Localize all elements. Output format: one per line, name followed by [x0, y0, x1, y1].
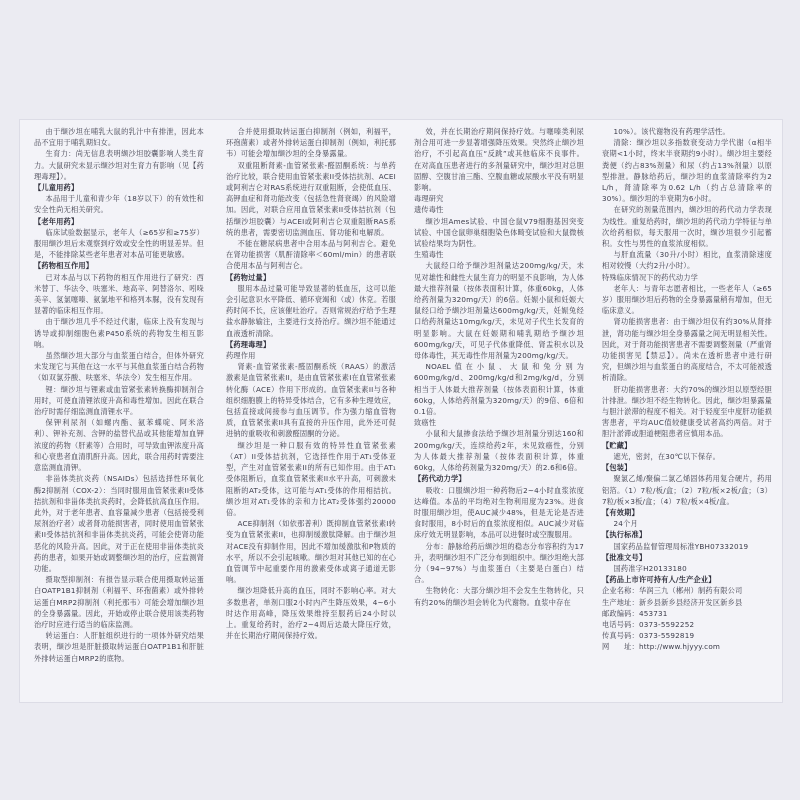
- paragraph: 服用本品过量可能导致显著的低血压，这可以能会引起意识水平降低、循环衰竭和（或）休克。若服药时间不长，应该催吐治疗。否则常规治疗给予生理盐水静脉输注，主要进行支持治疗。缬沙坦不能通过血液透析清除。: [226, 283, 396, 338]
- section-heading: 【儿童用药】: [34, 183, 79, 193]
- paragraph: 特殊临床情况下的药代动力学: [602, 272, 699, 282]
- text-column-2: [226, 126, 396, 698]
- paragraph: 致癌性: [414, 418, 437, 428]
- paragraph: 虽然缬沙坦大部分与血浆蛋白结合，但体外研究未发现它与其他在这一水平与其他血浆蛋白结合药物（如双氯芬酸、呋塞米、华法令）发生相互作用。: [34, 351, 204, 383]
- paragraph: 摄取型抑制剂：有报告显示联合使用摄取转运蛋白OATP1B1抑制剂（利福平、环孢菌素）或外排转运蛋白MRP2抑制剂（利托那韦）可能会增加缬沙坦的全身暴露量。因此，开始或停止联合使用该类药物治疗时应进行适当的临床监测。: [34, 575, 204, 629]
- paragraph: 不能在糖尿病患者中合用本品与阿利吉仑。避免在肾功能损害（肌酐清除率＜60ml/min）的患者联合使用本品与阿利吉仑。: [226, 239, 396, 271]
- paragraph: 肾功能损害患者：由于缬沙坦仅有约30%从肾排泄，肾功能与缬沙坦全身暴露量之间无明显相关性。因此，对于肾功能损害患者不需要调整剂量（严重肾功能损害见【禁忌】）。尚未在透析患者中进行研究，但缬沙坦与血浆蛋白的高度结合，不太可能被透析清除。: [602, 317, 772, 383]
- section-heading: 【药理毒理】: [226, 339, 271, 349]
- paragraph: 网 址：http://www.hjyyy.com: [602, 642, 721, 652]
- paragraph: 由于缬沙坦几乎不经过代谢，临床上没有发现与诱导或抑制细胞色素P450系统的药物发生相互影响。: [34, 317, 204, 349]
- section-heading: 【药物相互作用】: [34, 261, 94, 271]
- section-heading: 【执行标准】: [602, 530, 647, 540]
- paragraph: 与肝血流量（30升/小时）相比，血浆清除速度相对较慢（大约2升/小时）。: [602, 250, 772, 271]
- paragraph: 遗传毒性: [414, 205, 444, 215]
- paragraph: 遮光，密封，在30℃以下保存。: [613, 451, 720, 461]
- paragraph: 大鼠经口给予缬沙坦剂量达200mg/kg/天，未见对雄性和雌性大鼠生育力的明显不良影响，为人体最大推荐剂量（按体表面积计算，体重60kg，人体给药剂量为320mg/天）的6倍。妊娠小鼠和妊娠大鼠经口给予缬沙坦剂量达600mg/kg/天，妊娠兔经口给药剂量达10mg/kg/天，未见对子代生长发育的明显影响。大鼠在妊娠期和哺乳期给予缬沙坦600mg/kg/天，可见子代体重降低、肾盂积水以及母体毒性，其无毒性作用剂量为200mg/kg/天。: [414, 261, 584, 361]
- paragraph: 国家药品监督管理局标准YBH07332019: [613, 541, 749, 551]
- paragraph: 生育力：尚无信息表明缬沙坦胶囊影响人类生育力。大鼠研究未显示缬沙坦对生育力有影响（见【药理毒理】）。: [34, 149, 204, 181]
- section-heading: 【贮藏】: [602, 440, 632, 450]
- paragraph: 毒理研究: [414, 194, 444, 204]
- section-heading: 【药代动力学】: [414, 474, 466, 484]
- section-heading: 【批准文号】: [602, 552, 647, 562]
- paragraph: ACE抑制剂（如依那普利）既抑制血管紧张素I转变为血管紧张素II，也抑制缓激肽降解。由于缬沙坦对ACE没有抑制作用，因此不增加缓激肽和P物质的水平，所以不会引起咳嗽。缬沙坦对其他已知的在心血管调节中起重要作用的激素受体或离子通道无影响。: [226, 519, 396, 585]
- paragraph: 分布：静脉给药后缬沙坦的稳态分布容积约为17升，表明缬沙坦不广泛分布到组织中。缬沙坦绝大部分（94~97%）与血浆蛋白（主要是白蛋白）结合。: [414, 541, 584, 585]
- paragraph: 保钾利尿剂（如螺内酯、氨苯蝶啶、阿米洛利）、钾补充剂、含钾的盐替代品或其他能增加血钾浓度的药物（肝素等）合用时，可导致血钾浓度升高和心衰患者血清肌酐升高。因此，联合用药时需要注意监测血清钾。: [34, 418, 204, 473]
- text-column-3: [414, 126, 584, 698]
- section-heading: 【药物过量】: [226, 272, 271, 282]
- paragraph: 电话号码：0373-5592252: [602, 619, 695, 629]
- paragraph: 清除：缬沙坦以多指数衰变动力学代谢（α相半衰期<1小时，终末半衰期约9小时）。缬沙坦主要经粪便（约占83%剂量）和尿（约占13%剂量）以原型排泄。静脉给药后，缬沙坦的血浆清除率约为2 L/h，肾清除率为0.62 L/h（约占总清除率的30%）。缬沙坦的半衰期为6小时。: [602, 138, 772, 204]
- paragraph: 锂：缬沙坦与锂素或血管紧张素转换酶抑制剂合用时，可使血清锂浓度升高和毒性增加。因此在联合治疗时需仔细监测血清锂水平。: [34, 384, 204, 417]
- paragraph: 企业名称：华润三九（郴州）制药有限公司: [602, 586, 743, 596]
- leaflet-sheet: [20, 120, 782, 702]
- paragraph: 临床试验数据显示，老年人（≥65岁和≥75岁）服用缬沙坦后未观察到疗效或安全性的明显差异。但是，不能排除某些老年患者对本品可能更敏感。: [34, 227, 204, 260]
- paragraph: 吸收：口服缬沙坦一种药物后2~4小时血浆浓度达峰值。本品的平均绝对生物利用度为23%。进食时服用缬沙坦，使AUC减少48%，但是无论是否进食时服用，8小时后的血浆浓度相似。AUC减少对临床疗效无明显影响，本品可以进餐时或空腹服用。: [414, 485, 584, 540]
- paragraph: 转运蛋白：人肝脏组织进行的一项体外研究结果表明，缬沙坦是肝脏摄取转运蛋白OATP1B1和肝脏外排转运蛋白MRP2的底物。: [34, 631, 204, 663]
- paragraph: 国药准字H20133180: [613, 563, 687, 573]
- paragraph: 非甾体类抗炎药（NSAIDs）包括选择性环氧化酶2抑制剂（COX-2）：当同时服用血管紧张素II受体拮抗剂和非甾体类抗炎药时，会降低抗高血压作用。此外，对于老年患者、血容量减少患者（包括接受利尿剂治疗者）或者肾功能损害者，同时使用血管紧张素II受体拮抗剂和非甾体类抗炎药，可能会使肾功能恶化的风险升高。因此，对于正在使用非甾体类抗炎药的患者，如果开始或调整缬沙坦的治疗，应监测肾功能。: [34, 474, 204, 573]
- paragraph: 由于缬沙坦在哺乳大鼠的乳汁中有排泄，因此本品不宜用于哺乳期妇女。: [34, 127, 204, 148]
- paragraph: 已对本品与以下药物的相互作用进行了研究：西米替丁、华法令、呋塞米、地高辛、阿替洛尔、吲哚美辛、氢氯噻嗪、氨氯地平和格列本脲，没有发现有显著的临床相互作用。: [34, 272, 204, 316]
- paragraph: 双重阻断肾素-血管紧张素-醛固酮系统：与单药治疗比较，联合使用血管紧张素II受体拮抗剂、ACEI或阿利吉仑对RAS系统进行双重阻断，会使低血压、高钾血症和肾功能改变（包括急性肾衰竭）的风险增加。因此，对联合应用血管紧张素II受体拮抗剂（包括缬沙坦胶囊）与ACEI或阿利吉仑双重阻断RAS系统的患者，需要密切监测血压、肾功能和电解质。: [226, 160, 396, 237]
- section-heading: 【有效期】: [602, 507, 639, 517]
- text-column-4: [602, 126, 772, 698]
- paragraph: 缬沙坦降低升高的血压，同时不影响心率。对大多数患者，单剂口服2小时内产生降压效果，4~6小时达作用高峰，降压效果维持至服药后24小时以上。重复给药时，治疗2~4周后达最大降压疗效，并在长期治疗期间保持疗效。: [226, 586, 396, 641]
- paragraph: 生物转化：大部分缬沙坦不会发生生物转化，只有约20%的缬沙坦会转化为代谢物。血浆中存在: [414, 586, 584, 607]
- paragraph: 在研究的剂量范围内，缬沙坦的药代动力学表现为线性。重复给药时，缬沙坦的药代动力学特征与单次给药相似，每天服用一次时，缬沙坦很少引起蓄积。女性与男性的血浆浓度相似。: [602, 205, 772, 249]
- paragraph: 药理作用: [226, 351, 256, 361]
- paragraph: 小鼠和大鼠掺食法给予缬沙坦剂量分别达160和200mg/kg/天，连续给药2年，未见致癌性，分别为人体最大推荐剂量（按体表面积计算，体重60kg，人体给药剂量为320mg/天）的2.6和6倍。: [414, 429, 584, 473]
- text-column-1: [34, 126, 204, 698]
- paragraph: 本品用于儿童和青少年（18岁以下）的有效性和安全性尚无相关研究。: [34, 194, 204, 215]
- paragraph: NOAEL值在小鼠、大鼠和兔分别为600mg/kg/d、200mg/kg/d和2mg/kg/d，分别相当于人体最大推荐剂量（按体表面积计算，体重60kg，人体给药剂量为320mg/天）的9倍、6倍和0.1倍。: [414, 362, 584, 417]
- paragraph: 聚氯乙烯/聚偏二氯乙烯固体药用复合硬片，药用铝箔。（1）7粒/板/盒；（2）7粒/板×2板/盒；（3）7粒/板×3板/盒；（4）7粒/板×4板/盒。: [602, 474, 772, 506]
- paragraph: 合并使用摄取转运蛋白抑制剂（例如，利福平，环孢菌素）或者外排转运蛋白抑制剂（例如，利托那韦）可能会增加缬沙坦的全身暴露量。: [226, 127, 396, 159]
- paragraph: 缬沙坦是一种口服有效的特异性血管紧张素（AT）II受体拮抗剂，它选择性作用于AT₁受体亚型，产生对血管紧张素II的所有已知作用。由于AT₁受体阻断后，血浆血管紧张素II水平升高，可刺激未阻断的AT₂受体，这可能与AT₁受体的作用相拮抗。缬沙坦对AT₁受体的亲和力比AT₂受体强约20000倍。: [226, 440, 396, 517]
- paragraph: 生殖毒性: [414, 250, 444, 260]
- paragraph: 老年人：与青年志愿者相比，一些老年人（≥65岁）服用缬沙坦后药物的全身暴露量稍有增加，但无临床意义。: [602, 283, 772, 316]
- paragraph: 传真号码：0373-5592819: [602, 631, 695, 641]
- paragraph: 邮政编码：453731: [602, 608, 668, 618]
- section-heading: 【老年用药】: [34, 216, 79, 226]
- paragraph: 效，并在长期治疗期间保持疗效。与噻嗪类利尿剂合用可进一步显著增强降压效果。突然终止缬沙坦治疗，不引起高血压“反跳”或其他临床不良事件。在对高血压患者进行的多剂量研究中，缬沙坦对总胆固醇、空腹甘油三酯、空腹血糖或尿酸水平没有明显影响。: [414, 127, 584, 193]
- section-heading: 【包装】: [602, 463, 632, 473]
- paragraph: 24个月: [613, 519, 638, 529]
- section-heading: 【药品上市许可持有人/生产企业】: [602, 575, 716, 585]
- paragraph: 10%）。该代谢物没有药理学活性。: [613, 127, 730, 136]
- paragraph: 缬沙坦Ames试验、中国仓鼠V79细胞基因突变试验、中国仓鼠卵巢细胞染色体畸变试验和大鼠微核试验结果均为阴性。: [414, 216, 584, 249]
- paragraph: 生产地址：新乡县新乡县经济开发区新乡县: [602, 597, 743, 607]
- paragraph: 肾素-血管紧张素-醛固酮系统（RAAS）的激活激素是血管紧张素II，是由血管紧张素I在血管紧张素转化酶（ACE）作用下形成的。血管紧张素II与各种组织细胞膜上的特异受体结合，它有多种生理效应，包括直接或间接参与血压调节。作为强力缩血管物质，血管紧张素II具有直接的升压作用，此外还可促进钠的重吸收和刺激醛固酮的分泌。: [226, 362, 396, 439]
- paragraph: 肝功能损害患者：大约70%的缬沙坦以原型经胆汁排泄。缬沙坦不经生物转化。因此，缬沙坦暴露量与胆汁淤滞的程度不相关。对于轻度至中度肝功能损害患者，平均AUC值较健康受试者高约两倍。对于胆汁淤滞或胆道梗阻患者应慎用本品。: [602, 384, 772, 439]
